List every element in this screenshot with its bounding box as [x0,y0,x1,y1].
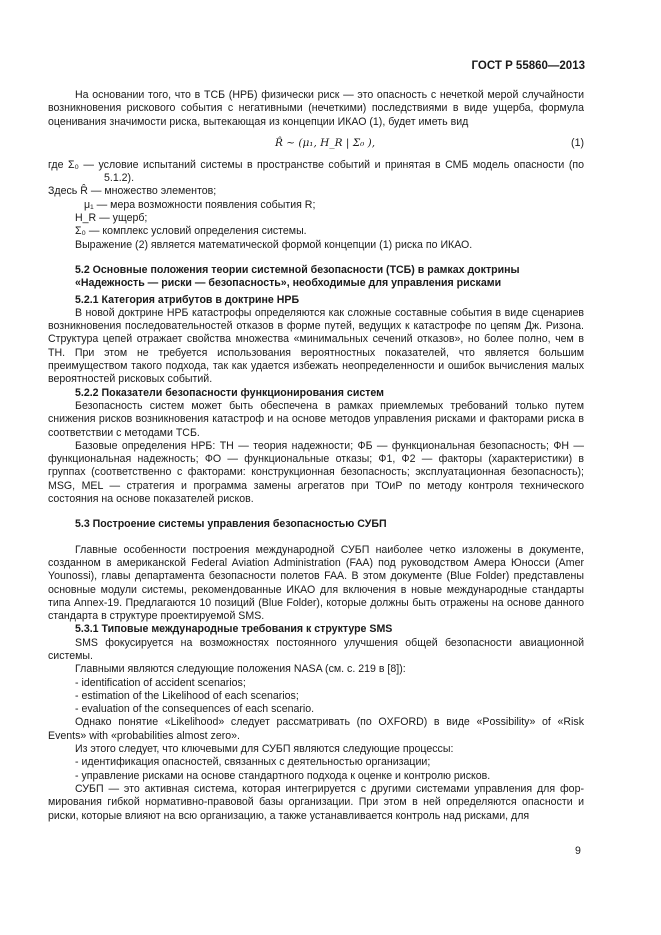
list-item: - identification of accident scenarios; [75,676,246,689]
list-item: - идентификация опасностей, связанных с деятельностью организации; [75,756,431,769]
def-hr: H_R — ущерб; [75,212,148,225]
section-5-2-2-title: 5.2.2 Показатели безопасности функционирования систем [75,386,384,399]
section-5-3-text: Главные особенности построения международной СУБП наиболее четко изложены в документе, созданном в американской Federal Aviation Administration (FAA) под руководством Амера Юносси (Amer Younossi), главы департамента безопасности полетов FAA. В этом документе (Blue Folder) представлены основные модули системы, рекомендованные ИКАО для включения в новые международные стандарты типа Annex-19. Предлагаются 10 позиций (Blue Folder), которые должны быть отражены на основе данного стандарта в структуре проектируемой SMS. [48,543,584,623]
section-5-3-1-text4: Из этого следует, что ключевыми для СУБП являются следующие процессы: [75,743,454,756]
intro-paragraph: На основании того, что в ТСБ (НРБ) физически риск — это опасность с нечеткой мерой случайности возникновения рискового события с негативными (нечеткими) последствиями в виде ущерба, формула оценивания значимости риска, вытекающая из концепции ИКАО (1), будет иметь вид [48,89,584,128]
section-5-2-1-text: В новой доктрине НРБ катастрофы определяются как сложные составные события в виде сценариев возникновения последовательностей отказов в форме путей, ведущих к катастрофе по цепям Дж. Ризона. Структура цепей отражает свойства множества «минимальных сечений отказов», но более полно, чем в ТН. При этом не требуется использования вероятностных показателей, что является большим преимуществом такого подхода, так как удается избежать неопределенности и ошибок вычисления малых вероятностей рисковых событий. [48,306,584,386]
section-5-2-1-title: 5.2.1 Категория атрибутов в доктрине НРБ [75,293,300,306]
formula-number: (1) [571,136,584,149]
list-item: - evaluation of the consequences of each scenario. [75,703,315,716]
page-number: 9 [575,845,581,857]
section-5-3-1-text3: Однако понятие «Likelihood» следует рассматривать (по OXFORD) в виде «Possibility» of «Risk Events» with «probabilities almost zero». [48,716,584,742]
section-5-3-1-text1: SMS фокусируется на возможностях постоянного улучшения общей безопасности авиационной системы. [48,636,584,662]
def-lead: Здесь R̂ — множество элементов; [48,185,217,198]
def-sigma: Σ₀ — комплекс условий определения системы. [75,225,307,238]
formula-1 [48,129,584,159]
def-note: Выражение (2) является математической формой концепции (1) риска по ИКАО. [75,238,473,251]
page-content [48,89,584,823]
where-clause: где Σ₀ — условие испытаний системы в пространстве событий и принятая в СМБ модель опасности (по 5.1.2). [48,158,584,185]
section-5-3-1-text5: СУБП — это активная система, которая интегрируется с другими системами управления для формирования гибкой нормативно-правовой базы организации. При этом в ней определяются опасности и риски, которые влияют на всю организацию, а также устанавливается контроль над рисками, для [48,782,584,822]
formula-expression: R̂ ~ (μ₁, H_R | Σ₀ ), [275,136,376,149]
list-item: - управление рисками на основе стандартного подхода к оценке и контролю рисков. [75,769,491,782]
section-5-2-2-text2: Базовые определения НРБ: ТН — теория надежности; ФБ — функциональная безопасность; ФН — функциональная надежность; ФО — функциональные отказы; Ф1, Ф2 — факторы (характеристики) в группах (соответственно с факторами: конструкционная безопасность; эксплуатационная безопасность); MSG, MEL — стратегия и программа замены агрегатов при ТОиР по методу контроля технического состояния на основе показателей рисков. [48,439,584,506]
standard-header: ГОСТ Р 55860—2013 [471,60,585,72]
section-5-2-title-line1: 5.2 Основные положения теории системной безопасности (ТСБ) в рамках доктрины [75,263,520,276]
section-5-2-2-text1: Безопасность систем может быть обеспечена в рамках приемлемых требований только путем снижения рисков возникновения катастроф и на основе методов управления рисками и факторами риска в соответствии с методами ТСБ. [48,399,584,439]
section-5-2-title-line2: «Надежность — риски — безопасность», необходимые для управления рисками [75,277,502,290]
section-5-3-title: 5.3 Построение системы управления безопасностью СУБП [75,518,387,531]
section-5-3-1-text2: Главными являются следующие положения NASA (см. с. 219 в [8]): [75,663,406,676]
list-item: - estimation of the Likelihood of each scenarios; [75,689,299,702]
section-5-3-1-title: 5.3.1 Типовые международные требования к структуре SMS [75,623,393,636]
def-mu: μ₁ — мера возможности появления события R; [84,198,316,211]
definitions [48,185,584,251]
